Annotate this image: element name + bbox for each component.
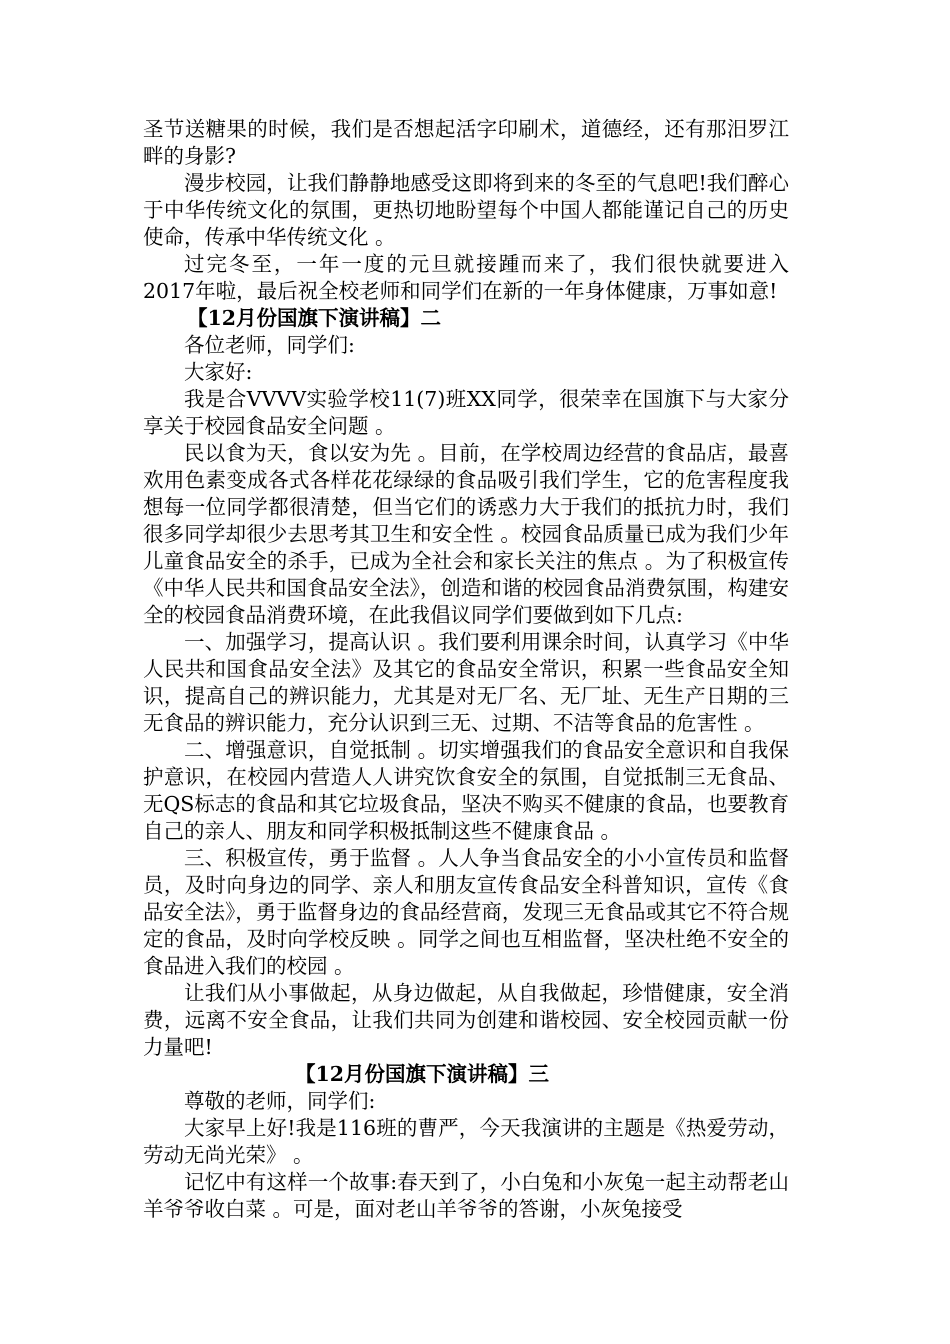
paragraph-point-two: 二、增强意识，自觉抵制 。切实增强我们的食品安全意识和自我保护意识，在校园内营造人人讲究饮食安全的氛围，自觉抵制三无食品、无QS标志的食品和其它垃圾食品，坚决不购买不健康的食品，也要教育自己的亲人、朋友和同学积极抵制这些不健康食品 。: [143, 738, 789, 843]
paragraph-introduction: 我是合VVVV实验学校11(7)班XX同学，很荣幸在国旗下与大家分享关于校园食品安全问题 。: [143, 387, 789, 438]
section-heading-3: 【12月份国旗下演讲稿】三: [295, 1062, 550, 1086]
paragraph-continuation: 圣节送糖果的时候，我们是否想起活字印刷术，道德经，还有那汨罗江畔的身影?: [143, 117, 789, 168]
salutation-teachers: 各位老师，同学们:: [184, 333, 355, 357]
paragraph-winter-solstice: 漫步校园，让我们静静地感受这即将到来的冬至的气息吧!我们醉心于中华传统文化的氛围，更热切地盼望每个中国人都能谨记自己的历史使命，传承中华传统文化 。: [143, 171, 789, 249]
section-heading-2: 【12月份国旗下演讲稿】二: [187, 306, 442, 330]
paragraph-speech-topic: 大家早上好!我是116班的曹严，今天我演讲的主题是《热爱劳动，劳动无尚光荣》 。: [143, 1116, 789, 1167]
document-body: [143, 116, 789, 1223]
paragraph-food-safety: 民以食为天，食以安为先 。目前，在学校周边经营的食品店，最喜欢用色素变成各式各样花花绿绿的食品吸引我们学生，它的危害程度我想每一位同学都很清楚，但当它们的诱惑力大于我们的抵抗力时，我们很多同学却很少去思考其卫生和安全性 。校园食品质量已成为我们少年儿童食品安全的杀手，已成为全社会和家长关注的焦点 。为了积极宣传《中华人民共和国食品安全法》，创造和谐的校园食品消费氛围，构建安全的校园食品消费环境，在此我倡议同学们要做到如下几点:: [143, 441, 789, 627]
greeting: 大家好:: [184, 360, 253, 384]
paragraph-new-year: 过完冬至，一年一度的元旦就接踵而来了，我们很快就要进入2017年啦，最后祝全校老师和同学们在新的一年身体健康，万事如意!: [143, 252, 789, 303]
paragraph-point-one: 一、加强学习，提高认识 。我们要利用课余时间，认真学习《中华人民共和国食品安全法》及其它的食品安全常识，积累一些食品安全知识，提高自己的辨识能力，尤其是对无厂名、无厂址、无生产日期的三无食品的辨识能力，充分认识到三无、过期、不洁等食品的危害性 。: [143, 630, 789, 735]
paragraph-point-three: 三、积极宣传，勇于监督 。人人争当食品安全的小小宣传员和监督员，及时向身边的同学、亲人和朋友宣传食品安全科普知识，宣传《食品安全法》，勇于监督身边的食品经营商，发现三无食品或其它不符合规定的食品，及时向学校反映 。同学之间也互相监督，坚决杜绝不安全的食品进入我们的校园 。: [143, 846, 789, 978]
salutation-respected-teachers: 尊敬的老师，同学们:: [184, 1089, 376, 1113]
paragraph-closing: 让我们从小事做起，从身边做起，从自我做起，珍惜健康，安全消费，远离不安全食品，让我们共同为创建和谐校园、安全校园贡献一份力量吧!: [143, 981, 789, 1059]
paragraph-story: 记忆中有这样一个故事:春天到了，小白兔和小灰兔一起主动帮老山羊爷爷收白菜 。可是，面对老山羊爷爷的答谢，小灰兔接受: [143, 1170, 789, 1221]
